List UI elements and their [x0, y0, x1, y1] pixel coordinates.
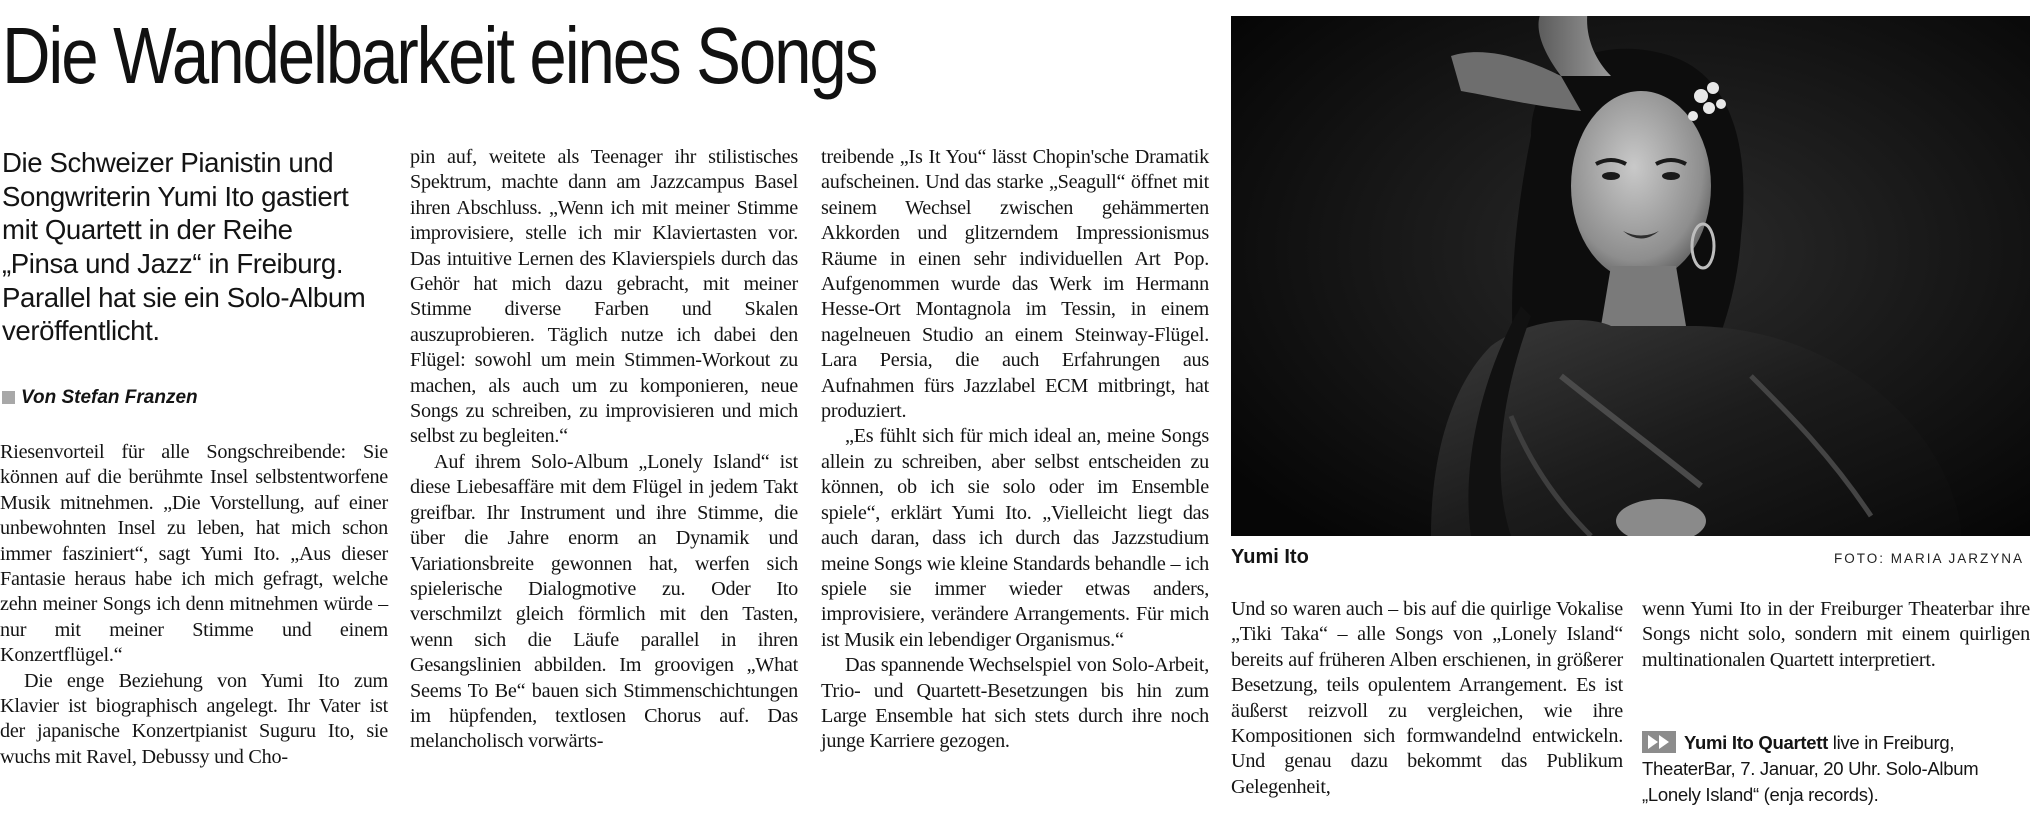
lead-line: veröffentlicht.: [2, 315, 160, 347]
paragraph: pin auf, weitete als Teenager ihr stilistisches Spektrum, machte dann am Jazzcampus Basel ihren Abschluss. „Wenn ich mit meiner Stimme improvisiere, stelle ich mir Klaviertasten vor. Das intuitive Lernen des Klavierspiels durch das Gehör hat mich dazu gebracht, mit meiner Stimme diverse Farben und Skalen auszuprobieren. Täglich nutze ich dabei den Flügel: sowohl um mein Stimmen-Workout zu machen, als auch um zu komponieren, neue Songs zu schreiben, zu improvisieren und mich selbst zu begleiten.“: [410, 146, 798, 448]
byline-square-icon: [2, 391, 15, 404]
byline-author: Von Stefan Franzen: [21, 387, 198, 408]
paragraph: Die enge Beziehung von Yumi Ito zum Klavier ist biographisch angelegt. Ihr Vater ist der japanische Konzertpianist Suguru Ito, sie wuchs mit Ravel, Debussy und Cho-: [0, 669, 388, 768]
paragraph: treibende „Is It You“ lässt Chopin'sche Dramatik aufscheinen. Und das starke „Seagull“ öffnet mit seinem Wechsel zwischen gehämmerten Akkorden und glitzerndem Impressionismus Räume in einen sehr individuellen Art Pop. Aufgenommen wurde das Werk im Hermann Hesse-Ort Montagnola im Tessin, in einem nagelneuen Studio an einem Steinway-Flügel. Lara Persia, die auch Erfahrungen aus Aufnahmen fürs Jazzlabel ECM mitbringt, hat produziert.: [821, 146, 1209, 423]
text-column-3: [821, 145, 1209, 755]
text-column-4: [1231, 597, 1623, 800]
paragraph: Riesenvorteil für alle Songschreibende: Sie können auf die berühmte Insel selbstentworfene Musik mitnehmen. „Die Vorstellung, auf einer unbewohnten Insel zu leben, hat mich schon immer fasziniert“, sagt Yumi Ito. „Aus dieser Fantasie heraus habe ich mich gefragt, welche zehn meiner Songs ich denn mitnehmen würde – nur mit meiner Stimme und einem Konzertflügel.“: [0, 441, 388, 667]
article-photo: [1231, 16, 2030, 536]
lead-text: [2, 146, 422, 348]
paragraph: Auf ihrem Solo-Album „Lonely Island“ ist diese Liebesaffäre mit dem Flügel in jedem Takt greifbar. Ihr Instrument und ihre Stimme, die über die Jahre enorm an Dynamik und Variationsbreite gewonnen hat, werfen sich spielerische Dialogmotive zu. Oder Ito verschmilzt gleich förmlich mit den Tasten, wenn sich die Läufe parallel in ihren Gesangslinien abbilden. Im groovigen „What Seems To Be“ bauen sich Stimmenschichtungen im hüpfenden, textlosen Chorus auf. Das melancholisch vorwärts-: [410, 450, 798, 753]
event-details: TheaterBar, 7. Januar, 20 Uhr. Solo-Album: [1642, 758, 1979, 779]
album-details: „Lonely Island“ (enja records).: [1642, 784, 1879, 805]
event-info-box: [1642, 730, 2030, 808]
photo-caption: Yumi Ito: [1231, 546, 1309, 568]
text-column-5: [1642, 597, 2030, 673]
photo-credit: FOTO: MARIA JARZYNA: [1833, 551, 2024, 566]
lead-line: mit Quartett in der Reihe: [2, 214, 293, 246]
lead-line: Parallel hat sie ein Solo-Album: [2, 281, 366, 313]
headline: Die Wandelbarkeit eines Songs: [2, 11, 877, 100]
event-location: live in Freiburg,: [1827, 732, 1955, 753]
byline: [2, 387, 198, 409]
lead-line: Songwriterin Yumi Ito gastiert: [2, 180, 349, 212]
text-column-1: [0, 440, 388, 770]
lead-line: Die Schweizer Pianistin und: [2, 147, 334, 178]
portrait-photo-illustration: [1231, 16, 2030, 536]
paragraph: wenn Yumi Ito in der Freiburger Theaterbar ihre Songs nicht solo, sondern mit einem quirligen multinationalen Quartett interpretiert.: [1642, 598, 2030, 671]
lead-line: „Pinsa und Jazz“ in Freiburg.: [2, 247, 344, 279]
paragraph: „Es fühlt sich für mich ideal an, meine Songs allein zu schreiben, aber selbst entscheiden zu können, ob ich sie solo oder im Ensemble spiele“, erklärt Yumi Ito. „Vielleicht liegt das auch daran, dass ich durch das Jazzstudium meine Songs wie kleine Standards behandle – ich spiele sie immer wieder etwas anders, improvisiere, verändere Arrangements. Für mich ist Musik ein lebendiger Organismus.“: [821, 425, 1209, 651]
event-title: Yumi Ito Quartett: [1684, 732, 1828, 753]
fast-forward-icon: [1642, 731, 1676, 753]
event-info-line: [1642, 730, 2030, 756]
text-column-2: [410, 145, 798, 755]
paragraph: Und so waren auch – bis auf die quirlige Vokalise „Tiki Taka“ – alle Songs von „Lonely Island“ bereits auf früheren Alben erschienen, in größerer Besetzung, teils opulentem Arrangement. Es ist äußerst reizvoll zu vergleichen, wie ihre Kompositionen sich formwandelnd entwickeln. Und genau dazu bekommt das Publikum Gelegenheit,: [1231, 598, 1623, 798]
paragraph: Das spannende Wechselspiel von Solo-Arbeit, Trio- und Quartett-Besetzungen bis hin zum Large Ensemble hat sich stets durch ihre noch junge Karriere gezogen.: [821, 654, 1209, 753]
